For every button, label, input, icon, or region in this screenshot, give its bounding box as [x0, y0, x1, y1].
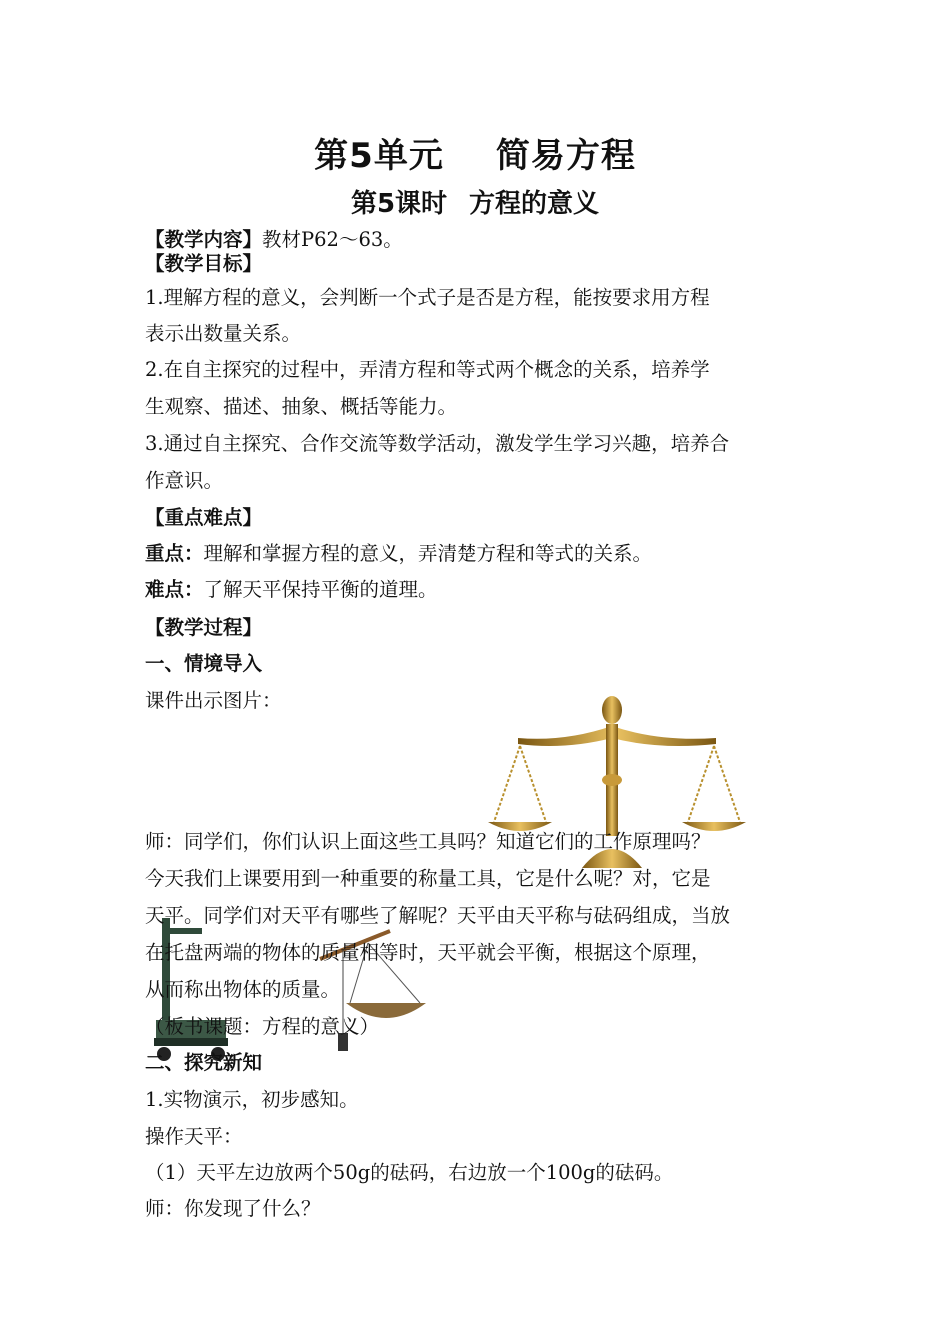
goal-2-line-2: 生观察、描述、抽象、概括等能力。: [145, 395, 458, 418]
process-heading: 【教学过程】: [145, 616, 263, 639]
goal-1-line-2: 表示出数量关系。: [145, 322, 302, 345]
lesson-name: 方程的意义: [469, 189, 600, 219]
teaching-content-label: 【教学内容】: [145, 228, 263, 251]
key-point: [145, 540, 810, 568]
unit-title: [0, 128, 950, 177]
goals-heading: 【教学目标】: [145, 252, 263, 275]
unit-number: 第5单元: [314, 136, 444, 176]
board-title-note: （板书课题：方程的意义）: [145, 1015, 380, 1038]
teaching-content-text: 教材P62～63。: [262, 228, 403, 251]
section-1-paragraph-line: 在托盘两端的物体的质量相等时，天平就会平衡，根据这个原理，: [145, 941, 711, 964]
section-1-intro: 课件出示图片：: [145, 689, 282, 712]
section-1-paragraph-line: 天平。同学们对天平有哪些了解呢？天平由天平称与砝码组成，当放: [145, 904, 731, 927]
section-2-step: （1）天平左边放两个50g的砝码，右边放一个100g的砝码。: [145, 1161, 674, 1184]
difficult-point-text: 了解天平保持平衡的道理。: [203, 578, 438, 601]
section-1-paragraph-line: 今天我们上课要用到一种重要的称量工具，它是什么呢？对，它是: [145, 867, 711, 890]
key-point-text: 理解和掌握方程的意义，弄清楚方程和等式的关系。: [203, 542, 653, 565]
section-2-step: 师：你发现了什么？: [145, 1197, 321, 1220]
section-2-step: 1.实物演示，初步感知。: [145, 1088, 359, 1111]
section-1-heading: 一、情境导入: [145, 652, 263, 675]
section-2-step: 操作天平：: [145, 1125, 243, 1148]
unit-name: 简易方程: [495, 136, 636, 176]
section-1-paragraph-line: 师：同学们，你们认识上面这些工具吗？知道它们的工作原理吗？: [145, 830, 711, 853]
section-1-paragraph-line: 从而称出物体的质量。: [145, 978, 341, 1001]
key-heading: 【重点难点】: [145, 506, 263, 529]
lesson-title: [0, 183, 950, 220]
goal-3-line-2: 作意识。: [145, 469, 224, 492]
goal-3-line-1: 3.通过自主探究、合作交流等数学活动，激发学生学习兴趣，培养合: [145, 432, 730, 455]
difficult-point: [145, 576, 810, 604]
goal-1-line-1: 1.理解方程的意义，会判断一个式子是否是方程，能按要求用方程: [145, 286, 710, 309]
section-2-heading: 二、探究新知: [145, 1051, 263, 1074]
lesson-number: 第5课时: [350, 189, 448, 219]
key-point-label: 重点：: [145, 542, 204, 565]
goal-2-line-1: 2.在自主探究的过程中，弄清方程和等式两个概念的关系，培养学: [145, 358, 710, 381]
difficult-point-label: 难点：: [145, 578, 204, 601]
